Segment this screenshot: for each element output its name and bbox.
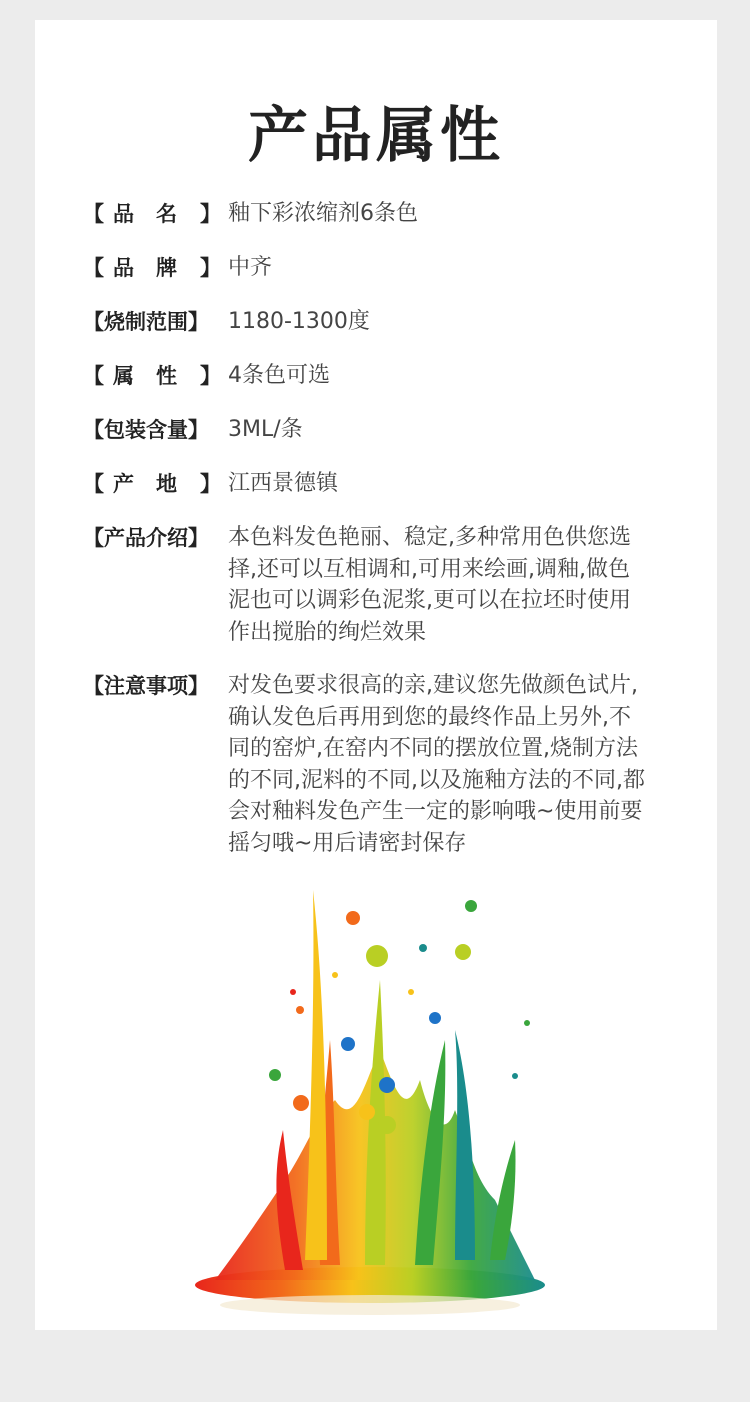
attr-row-brand [83,252,683,284]
attr-value: 4条色可选 [228,363,330,388]
attr-value: 釉下彩浓缩剂6条色 [228,201,418,226]
paragraph-line: 对发色要求很高的亲,建议您先做颜色试片, [228,673,638,698]
splash-droplet [465,900,477,912]
splash-droplet [359,1104,375,1120]
attr-row-property [83,360,683,392]
splash-droplet [296,1006,304,1014]
bracket-close: 】 [188,418,209,442]
splash-droplet [378,1116,396,1134]
paragraph-line: 作出搅胎的绚烂效果 [228,619,427,645]
bracket-close: 】 [188,674,209,698]
attr-value-paragraph [228,670,683,859]
attr-label [83,198,228,230]
bracket-open: 【 [83,364,104,388]
attr-row-origin [83,468,683,500]
splash-droplet [429,1012,441,1024]
bracket-open: 【 [83,674,104,698]
splash-droplet [290,989,296,995]
bracket-close: 】 [188,310,209,334]
attr-label [83,252,228,284]
attr-value: 中齐 [228,255,273,280]
attr-row-name [83,198,683,230]
paragraph-line: 同的窑炉,在窑内不同的摆放位置,烧制方法 [228,736,638,761]
attr-label-text: 属性 [113,364,199,388]
splash-droplet [269,1069,281,1081]
attr-label [83,360,228,392]
paragraph-line: 摇匀哦~用后请密封保存 [228,830,467,856]
paragraph-line: 的不同,泥料的不同,以及施釉方法的不同,都 [228,767,645,793]
attr-label-text: 品牌 [113,256,199,280]
splash-droplet [366,945,388,967]
attr-label-text: 注意事项 [104,674,188,698]
attr-value: 江西景德镇 [228,471,339,496]
bracket-open: 【 [83,310,104,334]
attr-label [83,306,228,338]
attr-value: 3ML/条 [228,417,303,442]
attr-row-introduction [83,522,683,648]
attr-label [83,522,228,648]
attr-label [83,414,228,446]
splash-droplet [408,989,414,995]
bracket-close: 】 [200,364,221,388]
paragraph-line: 泥也可以调彩色泥浆,更可以在拉坯时使用 [228,588,631,613]
splash-droplet [341,1037,355,1051]
splash-droplet [293,1095,309,1111]
attr-row-notes [83,670,683,859]
bracket-open: 【 [83,202,104,226]
attr-label-text: 烧制范围 [104,310,188,334]
bracket-close: 】 [188,526,209,550]
bracket-close: 】 [200,202,221,226]
attr-label-text: 品名 [113,202,199,226]
product-attributes-card [35,20,717,1330]
paragraph-line: 本色料发色艳丽、稳定,多种常用色供您选 [228,525,631,550]
splash-droplet [379,1077,395,1093]
paragraph-line: 确认发色后再用到您的最终作品上另外,不 [228,704,631,730]
attr-value-paragraph [228,522,683,648]
attr-label [83,468,228,500]
bracket-open: 【 [83,526,104,550]
splash-droplet [332,972,338,978]
paint-splash-image [35,880,717,1330]
attr-label-text: 产品介绍 [104,526,188,550]
splash-droplet [419,944,427,952]
attr-label [83,670,228,859]
attr-value: 1180-1300度 [228,309,370,334]
splash-droplet [455,944,471,960]
page-title: 产品属性 [248,101,504,171]
paragraph-line: 会对釉料发色产生一定的影响哦~使用前要 [228,799,643,824]
bracket-open: 【 [83,418,104,442]
bracket-close: 】 [200,256,221,280]
splash-droplet [346,911,360,925]
bracket-open: 【 [83,472,104,496]
bracket-close: 】 [200,472,221,496]
splash-droplet [524,1020,530,1026]
attr-row-firing-range [83,306,683,338]
attr-label-text: 产地 [113,472,199,496]
splash-reflection [220,1295,520,1315]
splash-droplet [512,1073,518,1079]
attr-label-text: 包装含量 [104,418,188,442]
bracket-open: 【 [83,256,104,280]
splash-tendril-teal [455,1030,475,1260]
splash-tendril-yellow [305,890,327,1260]
paragraph-line: 择,还可以互相调和,可用来绘画,调釉,做色 [228,556,630,582]
attr-row-package [83,414,683,446]
